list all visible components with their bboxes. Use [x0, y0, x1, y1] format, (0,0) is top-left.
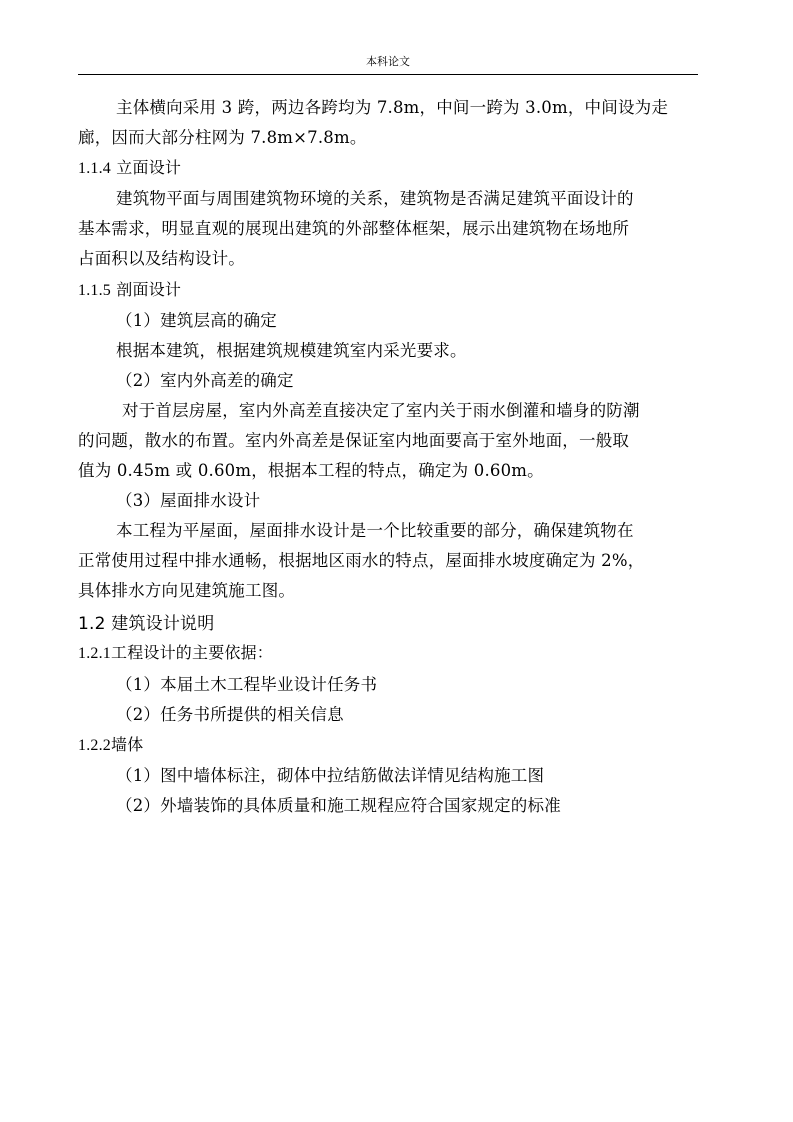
section-number: 1.1.5 — [78, 282, 111, 299]
list-item: （1）图中墙体标注，砌体中拉结筋做法详情见结构施工图 — [116, 766, 545, 785]
paragraph-line: 建筑物平面与周围建筑物环境的关系，建筑物是否满足建筑平面设计的 — [116, 189, 634, 208]
list-item: （2）任务书所提供的相关信息 — [116, 705, 344, 724]
section-title: 立面设计 — [116, 158, 182, 177]
list-item: （2）室内外高差的确定 — [116, 371, 294, 390]
section-number: 1.2.2 — [78, 737, 111, 754]
section-heading-1-1-4 — [78, 155, 181, 178]
list-item: （2）外墙装饰的具体质量和施工规程应符合国家规定的标准 — [116, 796, 561, 815]
paragraph-line: 廊，因而大部分柱网为 7.8m×7.8m。 — [78, 128, 367, 147]
list-item: （1）本届土木工程毕业设计任务书 — [116, 675, 378, 694]
list-item: （1）建筑层高的确定 — [116, 311, 277, 330]
section-heading-1-2 — [78, 609, 214, 634]
list-item: （3）屋面排水设计 — [116, 491, 261, 510]
section-title: 墙体 — [111, 735, 144, 754]
section-number: 1.2 — [78, 614, 106, 634]
paragraph-line: 的问题，散水的布置。室内外高差是保证室内地面要高于室外地面，一般取 — [78, 431, 630, 450]
paragraph-line: 根据本建筑，根据建筑规模建筑室内采光要求。 — [116, 341, 467, 360]
header-text: 本科论文 — [366, 55, 410, 68]
section-heading-1-2-2 — [78, 732, 143, 755]
section-heading-1-2-1 — [78, 640, 273, 663]
section-title: 建筑设计说明 — [111, 614, 215, 634]
paragraph-line: 具体排水方向见建筑施工图。 — [78, 581, 296, 600]
paragraph-line: 占面积以及结构设计。 — [78, 249, 245, 268]
page-header — [78, 52, 698, 75]
paragraph-line: 正常使用过程中排水通畅，根据地区雨水的特点，屋面排水坡度确定为 2%， — [78, 551, 645, 570]
section-title: 剖面设计 — [116, 280, 182, 299]
section-heading-1-1-5 — [78, 277, 181, 300]
paragraph-line: 值为 0.45m 或 0.60m，根据本工程的特点，确定为 0.60m。 — [78, 461, 544, 480]
section-number: 1.1.4 — [78, 160, 111, 177]
paragraph-line: 基本需求，明显直观的展现出建筑的外部整体框架，展示出建筑物在场地所 — [78, 219, 630, 238]
paragraph-line: 本工程为平屋面，屋面排水设计是一个比较重要的部分，确保建筑物在 — [116, 521, 634, 540]
paragraph-line: 对于首层房屋，室内外高差直接决定了室内关于雨水倒灌和墙身的防潮 — [122, 401, 640, 420]
paragraph-line: 主体横向采用 3 跨，两边各跨均为 7.8m，中间一跨为 3.0m，中间设为走 — [116, 98, 669, 117]
section-number: 1.2.1 — [78, 645, 111, 662]
section-title: 工程设计的主要依据： — [111, 643, 274, 662]
